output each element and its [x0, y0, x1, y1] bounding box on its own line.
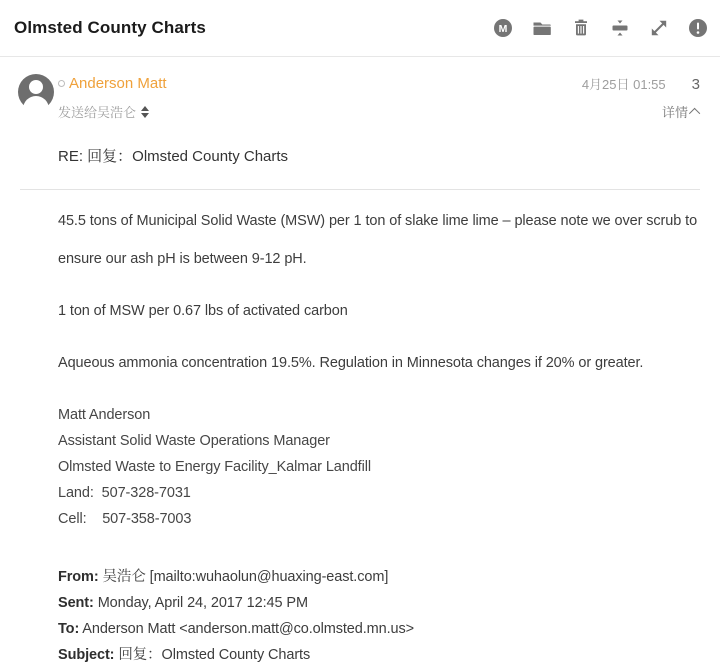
quoted-to-label: To:	[58, 621, 80, 637]
quoted-sent-line	[58, 590, 700, 616]
quoted-to-line	[58, 616, 700, 642]
body-paragraph-2: 1 ton of MSW per 0.67 lbs of activated carbon	[58, 303, 348, 319]
quoted-to-value: Anderson Matt <anderson.matt@co.olmsted.mn.us>	[79, 621, 415, 637]
details-toggle[interactable]	[662, 102, 700, 121]
avatar-shoulders-shape	[23, 96, 49, 116]
quoted-subject-value: 回复：Olmsted County Charts	[114, 647, 311, 663]
quoted-from-label: From:	[58, 569, 99, 585]
body-paragraph-1: 45.5 tons of Municipal Solid Waste (MSW) per 1 ton of slake lime lime – please note we over scrub to ensure our ash pH is between 9-12 pH.	[58, 213, 698, 267]
quoted-sent-label: Sent:	[58, 595, 94, 611]
email-header	[0, 57, 720, 121]
signature-title: Assistant Solid Waste Operations Manager	[58, 433, 330, 449]
collapse-vertical-icon[interactable]	[610, 18, 630, 38]
email-body	[0, 190, 720, 668]
signature-land-phone: Land: 507-328-7031	[58, 485, 191, 501]
body-paragraph-3: Aqueous ammonia concentration 19.5%. Regulation in Minnesota changes if 20% or greater.	[58, 355, 644, 371]
quoted-from-value: 吴浩仑 [mailto:wuhaolun@huaxing-east.com]	[98, 569, 389, 585]
sender-name[interactable]: Anderson Matt	[69, 75, 167, 92]
email-subject: RE: 回复：Olmsted County Charts	[58, 148, 289, 165]
thread-count-badge[interactable]: 3	[691, 76, 700, 93]
signature-name: Matt Anderson	[58, 407, 151, 423]
avatar[interactable]	[18, 74, 54, 110]
mark-circle-m-icon[interactable]	[493, 18, 513, 38]
trash-icon[interactable]	[571, 18, 591, 38]
svg-text:M: M	[498, 23, 508, 35]
quoted-subject-label: Subject:	[58, 647, 115, 663]
quoted-header-block	[58, 564, 700, 668]
signature-cell-phone: Cell: 507-358-7003	[58, 511, 192, 527]
signature-company: Olmsted Waste to Energy Facility_Kalmar Landfill	[58, 459, 371, 475]
alert-icon[interactable]	[688, 18, 708, 38]
mail-date: 4月25日 01:55	[581, 77, 666, 92]
expand-icon[interactable]	[649, 18, 669, 38]
folder-icon[interactable]	[532, 18, 552, 38]
recipient-toggle[interactable]	[58, 102, 149, 121]
quoted-from-line	[58, 564, 700, 590]
chevron-up-icon	[689, 107, 700, 118]
recipient-expand-arrows-icon	[141, 106, 149, 118]
recipient-line: 发送给吴浩仑	[58, 105, 137, 120]
quoted-sent-value: Monday, April 24, 2017 12:45 PM	[93, 595, 308, 611]
signature-block	[58, 402, 700, 532]
toolbar	[0, 0, 720, 57]
details-label: 详情	[661, 105, 688, 120]
avatar-head-shape	[29, 80, 43, 94]
toolbar-icons	[493, 18, 708, 38]
quoted-subject-line	[58, 642, 700, 668]
unread-status-dot	[58, 80, 65, 87]
page-title: Olmsted County Charts	[14, 18, 206, 37]
